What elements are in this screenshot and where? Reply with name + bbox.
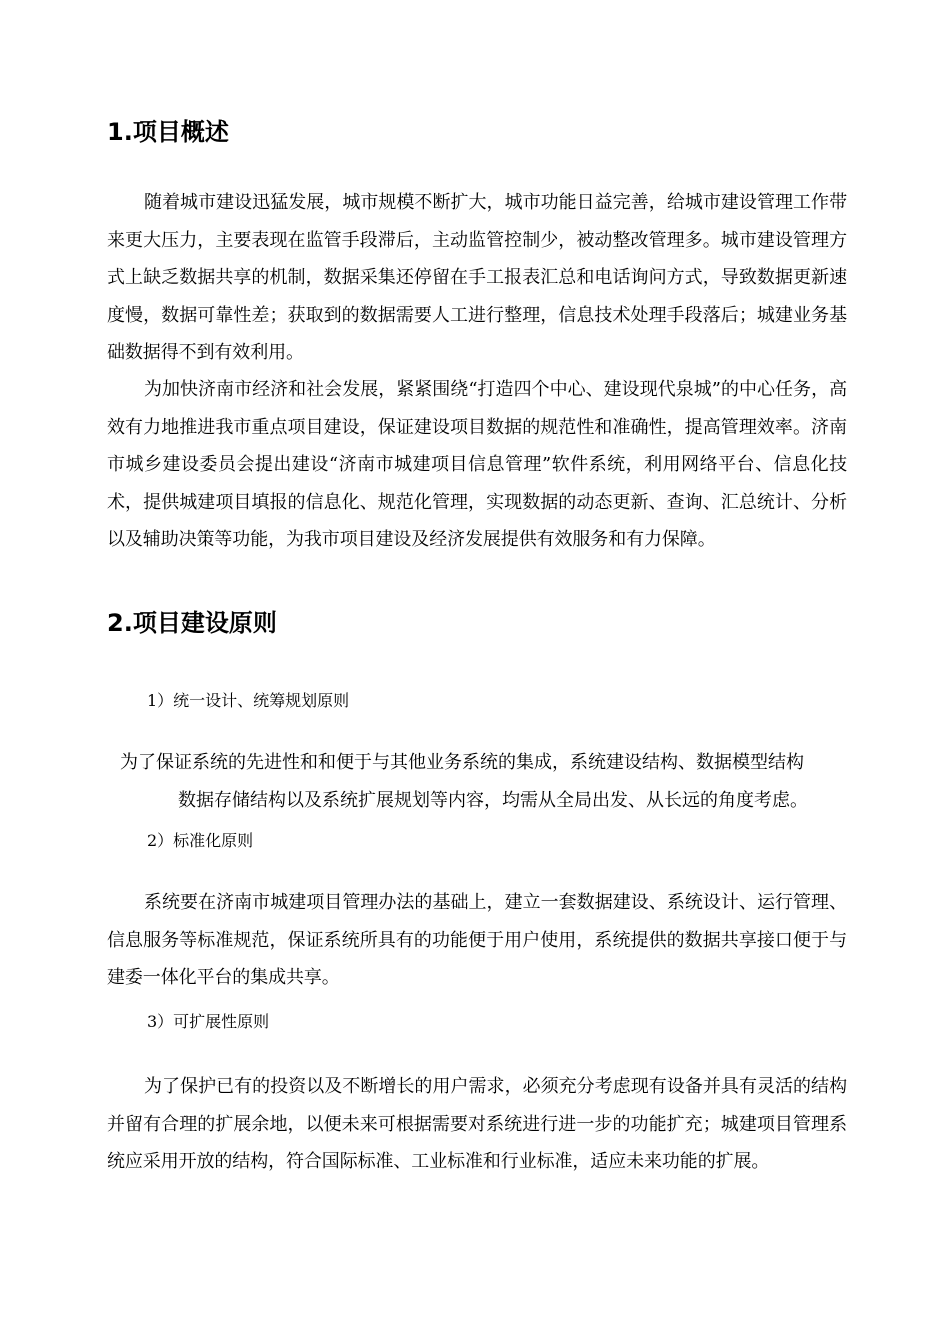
principle-2-title: 2）标准化原则 xyxy=(147,831,254,850)
principle-1-text-first-line: 为了保证系统的先进性和和便于与其他业务系统的集成，系统建设结构、数据模型结构 xyxy=(120,752,804,773)
section-1-paragraph-2: 为加快济南市经济和社会发展，紧紧围绕“打造四个中心、建设现代泉城”的中心任务，高效有力地推进我市重点项目建设，保证建设项目数据的规范性和准确性，提高管理效率。济南市城乡建设委员会提出建设“济南市城建项目信息管理”软件系统，利用网络平台、信息化技术，提供城建项目填报的信息化、规范化管理，实现数据的动态更新、查询、汇总统计、分析以及辅助决策等功能，为我市项目建设及经济发展提供有效服务和有力保障。 xyxy=(107,379,847,550)
principle-1-text xyxy=(120,744,860,819)
principle-1-title: 1）统一设计、统筹规划原则 xyxy=(147,691,350,710)
section-2-heading: 2.项目建设原则 xyxy=(107,609,277,637)
principle-3-text: 为了保护已有的投资以及不断增长的用户需求，必须充分考虑现有设备并具有灵活的结构并留有合理的扩展余地，以便未来可根据需要对系统进行进一步的功能扩充；城建项目管理系统应采用开放的结构，符合国际标准、工业标准和行业标准，适应未来功能的扩展。 xyxy=(107,1076,847,1172)
principle-2-text: 系统要在济南市城建项目管理办法的基础上，建立一套数据建设、系统设计、运行管理、信息服务等标准规范，保证系统所具有的功能便于用户使用，系统提供的数据共享接口便于与建委一体化平台的集成共享。 xyxy=(107,892,847,988)
principle-3-title: 3）可扩展性原则 xyxy=(147,1012,270,1031)
principle-1-text-rest: 数据存储结构以及系统扩展规划等内容，均需从全局出发、从长远的角度考虑。 xyxy=(178,789,808,811)
section-1-heading: 1.项目概述 xyxy=(107,118,229,146)
section-1-paragraph-1: 随着城市建设迅猛发展，城市规模不断扩大，城市功能日益完善，给城市建设管理工作带来更大压力，主要表现在监管手段滞后，主动监管控制少，被动整改管理多。城市建设管理方式上缺乏数据共享的机制，数据采集还停留在手工报表汇总和电话询问方式，导致数据更新速度慢，数据可靠性差；获取到的数据需要人工进行整理，信息技术处理手段落后；城建业务基础数据得不到有效利用。 xyxy=(107,192,847,363)
